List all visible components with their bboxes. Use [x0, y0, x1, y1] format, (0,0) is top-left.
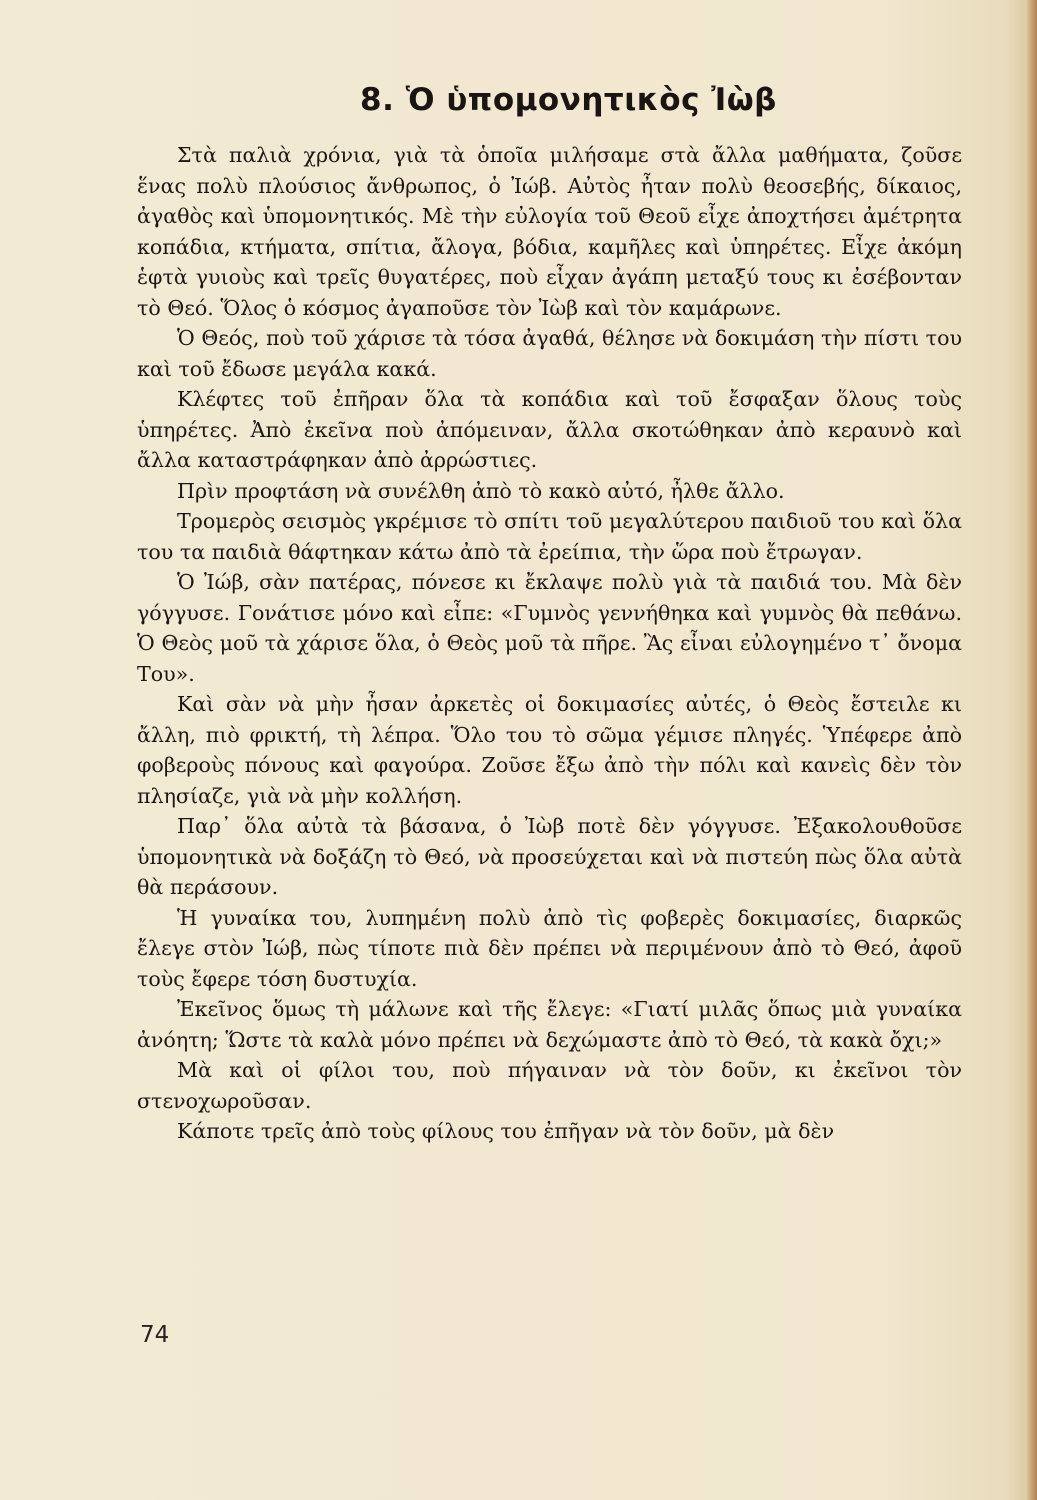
- paragraph: Καὶ σὰν νὰ μὴν ἦσαν ἀρκετὲς οἱ δοκιμασίες αὐτές, ὁ Θεὸς ἔστειλε κι ἄλλη, πιὸ φρικτή, τὴ λέπρα. Ὅλο του τὸ σῶμα γέμισε πληγές. Ὑπέφερε ἀπὸ φοβεροὺς πόνους καὶ φαγούρα. Ζοῦσε ἔξω ἀπὸ τὴν πόλι καὶ κανεὶς δὲν τὸν πλησίαζε, γιὰ νὰ μὴν κολλήση.: [137, 692, 962, 808]
- paragraph: Ἡ γυναίκα του, λυπημένη πολὺ ἀπὸ τὶς φοβερὲς δοκιμασίες, διαρκῶς ἔλεγε στὸν Ἰώβ, πὼς τίποτε πιὰ δὲν πρέπει νὰ περιμένουν ἀπὸ τὸ Θεό, ἀφοῦ τοὺς ἔφερε τόση δυστυχία.: [137, 905, 962, 991]
- paragraph: Τρομερὸς σεισμὸς γκρέμισε τὸ σπίτι τοῦ μεγαλύτερου παιδιοῦ του καὶ ὅλα του τα παιδιὰ θάφτηκαν κάτω ἀπὸ τὰ ἐρείπια, τὴν ὥρα ποὺ ἔτρωγαν.: [137, 509, 962, 564]
- page-number: 74: [140, 1322, 170, 1348]
- paragraph: Μὰ καὶ οἱ φίλοι του, ποὺ πήγαιναν νὰ τὸν δοῦν, κι ἐκεῖνοι τὸν στενοχωροῦσαν.: [137, 1058, 962, 1113]
- paragraph: Στὰ παλιὰ χρόνια, γιὰ τὰ ὁποῖα μιλήσαμε στὰ ἄλλα μαθήματα, ζοῦσε ἕνας πολὺ πλούσιος ἄνθρωπος, ὁ Ἰώβ. Αὐτὸς ἦταν πολὺ θεοσεβής, δίκαιος, ἀγαθὸς καὶ ὑπομονητικός. Μὲ τὴν εὐλογία τοῦ Θεοῦ εἶχε ἀποχτήσει ἀμέτρητα κοπάδια, κτήματα, σπίτια, ἄλογα, βόδια, καμῆλες καὶ ὑπηρέτες. Εἶχε ἀκόμη ἑφτὰ γυιοὺς καὶ τρεῖς θυγατέρες, ποὺ εἶχαν ἀγάπη μεταξύ τους κι ἐσέβονταν τὸ Θεό. Ὅλος ὁ κόσμος ἀγαποῦσε τὸν Ἰὼβ καὶ τὸν καμάρωνε.: [137, 143, 962, 320]
- paragraph: Ὁ Ἰώβ, σὰν πατέρας, πόνεσε κι ἔκλαψε πολὺ γιὰ τὰ παιδιά του. Μὰ δὲν γόγγυσε. Γονάτισε μόνο καὶ εἶπε: «Γυμνὸς γεννήθηκα καὶ γυμνὸς θὰ πεθάνω. Ὁ Θεὸς μοῦ τὰ χάρισε ὅλα, ὁ Θεὸς μοῦ τὰ πῆρε. Ἂς εἶναι εὐλογημένο τ᾿ ὄνομα Του».: [137, 570, 962, 686]
- paragraph: Κλέφτες τοῦ ἐπῆραν ὅλα τὰ κοπάδια καὶ τοῦ ἔσφαξαν ὅλους τοὺς ὑπηρέτες. Ἀπὸ ἐκεῖνα ποὺ ἀπόμειναν, ἄλλα σκοτώθηκαν ἀπὸ κεραυνὸ καὶ ἄλλα καταστράφηκαν ἀπὸ ἀρρώστιες.: [137, 387, 962, 472]
- paragraph: Κάποτε τρεῖς ἀπὸ τοὺς φίλους του ἐπῆγαν νὰ τὸν δοῦν, μὰ δὲν: [177, 1119, 835, 1143]
- paragraph: Πρὶν προφτάση νὰ συνέλθη ἀπὸ τὸ κακὸ αὐτό, ἦλθε ἄλλο.: [177, 478, 785, 503]
- paragraph: Ἐκεῖνος ὅμως τὴ μάλωνε καὶ τῆς ἔλεγε: «Γιατί μιλᾶς ὅπως μιὰ γυναίκα ἀνόητη; Ὥστε τὰ καλὰ μόνο πρέπει νὰ δεχώμαστε ἀπὸ τὸ Θεό, τὰ κακὰ ὄχι;»: [137, 997, 962, 1052]
- paragraph: Παρ᾿ ὅλα αὐτὰ τὰ βάσανα, ὁ Ἰὼβ ποτὲ δὲν γόγγυσε. Ἐξακολουθοῦσε ὑπομονητικὰ νὰ δοξάζη τὸ Θεό, νὰ προσεύχεται καὶ νὰ πιστεύη πὼς ὅλα αὐτὰ θὰ περάσουν.: [137, 814, 962, 899]
- page-edge-shadow: [1027, 0, 1037, 1500]
- chapter-title: 8. Ὁ ὑπομονητικὸς Ἰὼβ: [360, 82, 777, 118]
- body-text: [137, 140, 962, 1147]
- paragraph: Ὁ Θεός, ποὺ τοῦ χάρισε τὰ τόσα ἀγαθά, θέλησε νὰ δοκιμάση τὴν πίστι του καὶ τοῦ ἔδωσε μεγάλα κακά.: [137, 326, 962, 381]
